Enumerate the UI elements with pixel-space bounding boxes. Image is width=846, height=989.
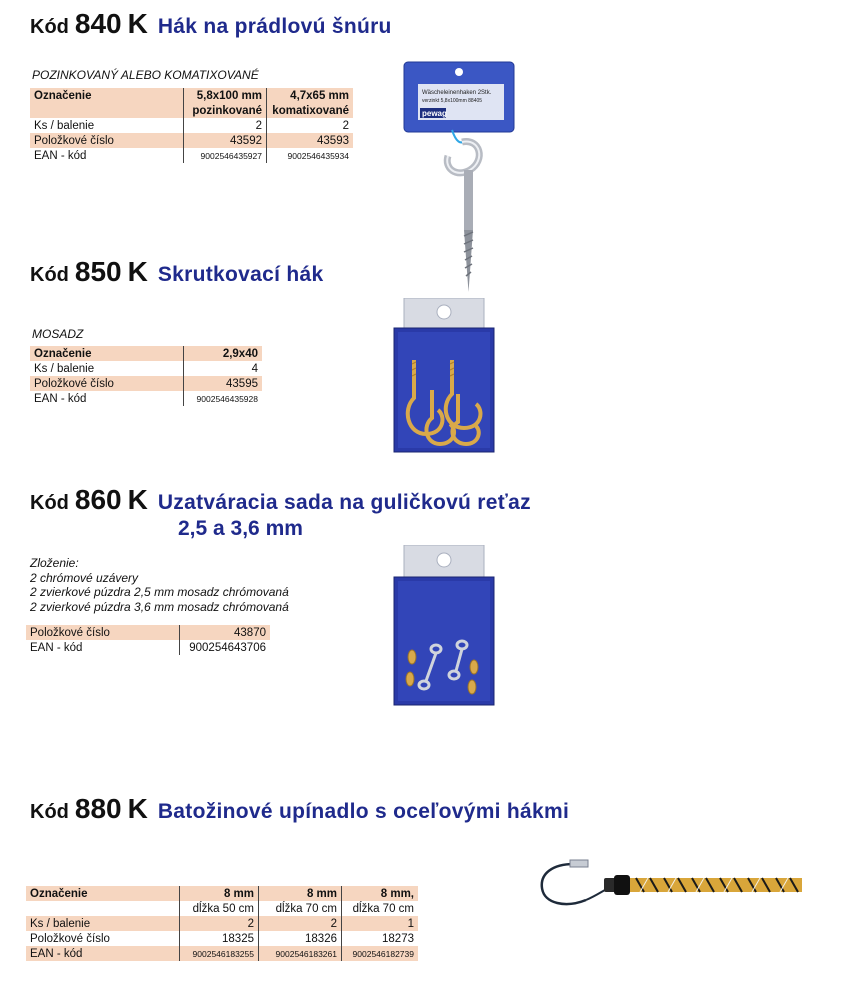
cell: 9002546183255 [180,946,259,961]
row-label: EAN - kód [30,641,83,654]
heading-880 [30,793,569,825]
note-line: 2 chrómové uzávery [30,570,139,585]
row-label: Označenie [26,886,180,901]
row-label: EAN - kód [34,392,87,405]
cell: 2 [267,118,354,133]
cell: 18273 [342,931,419,946]
col-header: 8 mm [180,886,259,901]
product-title-line2: 2,5 a 3,6 mm [178,517,303,540]
cell: 2 [259,916,342,931]
product-code: 840 [74,8,122,39]
cell: 9002546435934 [267,148,354,163]
row-label: Položkové číslo [26,625,180,640]
package-text: verzinkt 5,8x100mm 88405 [422,98,483,104]
cell: 2,9x40 [184,346,263,361]
row-label: Ks / balenie [34,362,95,375]
col-subheader: pozinkované [184,103,267,118]
cell: 43870 [180,625,271,640]
note-line: 2 zvierkové púzdra 3,6 mm mosadz chrómovaná [30,599,289,614]
col-subheader: dĺžka 70 cm [342,901,419,916]
row-label: Ks / balenie [34,119,95,132]
kod-label: Kód [30,492,69,514]
cell: 1 [342,916,419,931]
material-850: MOSADZ [32,327,84,341]
product-title: Uzatváracia sada na guličkovú reťaz [157,491,531,514]
kod-label: Kód [30,264,69,286]
code-suffix: K [127,484,148,515]
cell: 4 [184,361,263,376]
note-line: Zloženie: [30,556,79,570]
row-label: Ks / balenie [26,916,180,931]
cell: 2 [184,118,267,133]
cell: 43595 [184,376,263,391]
heading-840 [30,8,392,40]
cell: 18326 [259,931,342,946]
cell: 43593 [267,133,354,148]
spec-table-860 [26,625,270,655]
heading-860 [30,484,531,516]
col-header: 8 mm [259,886,342,901]
col-header: 8 mm, [342,886,419,901]
heading-850 [30,256,323,288]
hook-package-image [400,60,520,300]
cell: 18325 [180,931,259,946]
kod-label: Kód [30,16,69,38]
spec-table-840 [30,88,353,163]
row-label: Označenie [30,88,184,103]
spec-table-880 [26,886,418,961]
product-title: Skrutkovací hák [157,263,324,286]
cell: 900254643706 [180,640,271,655]
product-code: 860 [74,484,122,515]
kod-label: Kód [30,801,69,823]
product-title: Batožinové upínadlo s oceľovými hákmi [157,800,570,823]
row-label: Položkové číslo [30,932,110,945]
spec-table-850 [30,346,262,406]
row-label: Položkové číslo [30,133,184,148]
composition-note [30,556,289,614]
product-title: Hák na prádlovú šnúru [157,15,392,38]
product-code: 850 [74,256,122,287]
row-label: Označenie [30,346,184,361]
brand-logo: pewag [422,109,447,118]
screw-hook-box-image [392,298,498,454]
code-suffix: K [127,793,148,824]
row-label: EAN - kód [26,946,180,961]
note-line: 2 zvierkové púzdra 2,5 mm mosadz chrómovaná [30,585,289,599]
col-subheader: dĺžka 70 cm [259,901,342,916]
cell: 9002546435928 [184,391,263,406]
row-label: Položkové číslo [30,376,184,391]
cell: 9002546435927 [184,148,267,163]
cell: 9002546183261 [259,946,342,961]
cell: 9002546182739 [342,946,419,961]
col-header: 5,8x100 mm [184,88,267,103]
cell: 2 [180,916,259,931]
material-840: POZINKOVANÝ ALEBO KOMATIXOVANÉ [32,68,259,82]
cell: 43592 [184,133,267,148]
bungee-cord-image [530,852,804,912]
chain-closure-box-image [392,545,498,707]
package-text: Wäscheleinenhaken 2Stk. [422,90,492,96]
code-suffix: K [127,256,148,287]
code-suffix: K [127,8,148,39]
col-subheader: komatixované [267,103,354,118]
row-label: EAN - kód [34,149,87,162]
product-code: 880 [74,793,122,824]
col-subheader: dĺžka 50 cm [180,901,259,916]
col-header: 4,7x65 mm [267,88,354,103]
